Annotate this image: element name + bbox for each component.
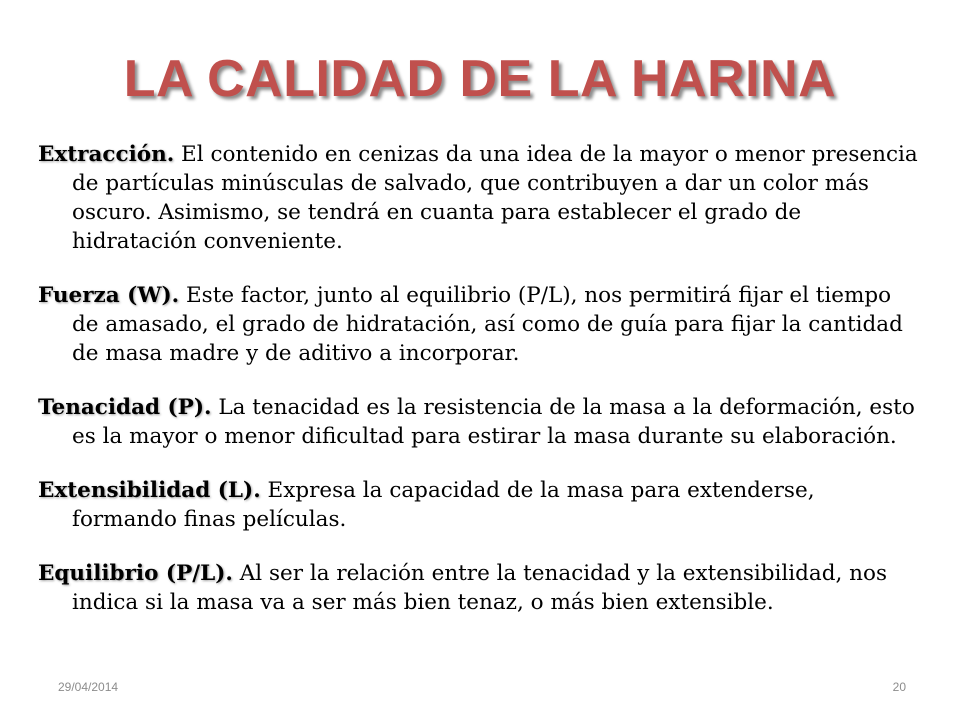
paragraph-fuerza: [38, 281, 918, 368]
paragraph-equilibrio: [38, 559, 918, 617]
term-tenacidad: Tenacidad (P).: [38, 395, 212, 420]
definition-tenacidad: La tenacidad es la resistencia de la masa a la deformación, esto es la mayor o menor dificultad para estirar la masa durante su elaboración.: [72, 395, 915, 449]
paragraph-extensibilidad: [38, 476, 918, 534]
slide-title: LA CALIDAD DE LA HARINA: [123, 50, 837, 108]
definition-extensibilidad: Expresa la capacidad de la masa para extenderse, formando finas películas.: [72, 478, 815, 532]
paragraph-extraccion: [38, 140, 918, 256]
definition-equilibrio: Al ser la relación entre la tenacidad y la extensibilidad, nos indica si la masa va a ser más bien tenaz, o más bien extensible.: [72, 561, 888, 615]
term-fuerza: Fuerza (W).: [38, 283, 180, 308]
term-equilibrio: Equilibrio (P/L).: [38, 561, 233, 586]
paragraph-tenacidad: [38, 393, 918, 451]
footer-date: 29/04/2014: [58, 680, 119, 694]
slide-number: 20: [892, 680, 906, 694]
definition-extraccion: El contenido en cenizas da una idea de la mayor o menor presencia de partículas minúsculas de salvado, que contribuyen a dar un color más oscuro. Asimismo, se tendrá en cuanta para establecer el grado de hidratación conveniente.: [72, 142, 918, 254]
term-extraccion: Extracción.: [38, 142, 175, 167]
slide-body: [38, 140, 918, 642]
term-extensibilidad: Extensibilidad (L).: [38, 478, 261, 503]
definition-fuerza: Este factor, junto al equilibrio (P/L), nos permitirá fijar el tiempo de amasado, el grado de hidratación, así como de guía para fijar la cantidad de masa madre y de aditivo a incorporar.: [72, 283, 903, 366]
